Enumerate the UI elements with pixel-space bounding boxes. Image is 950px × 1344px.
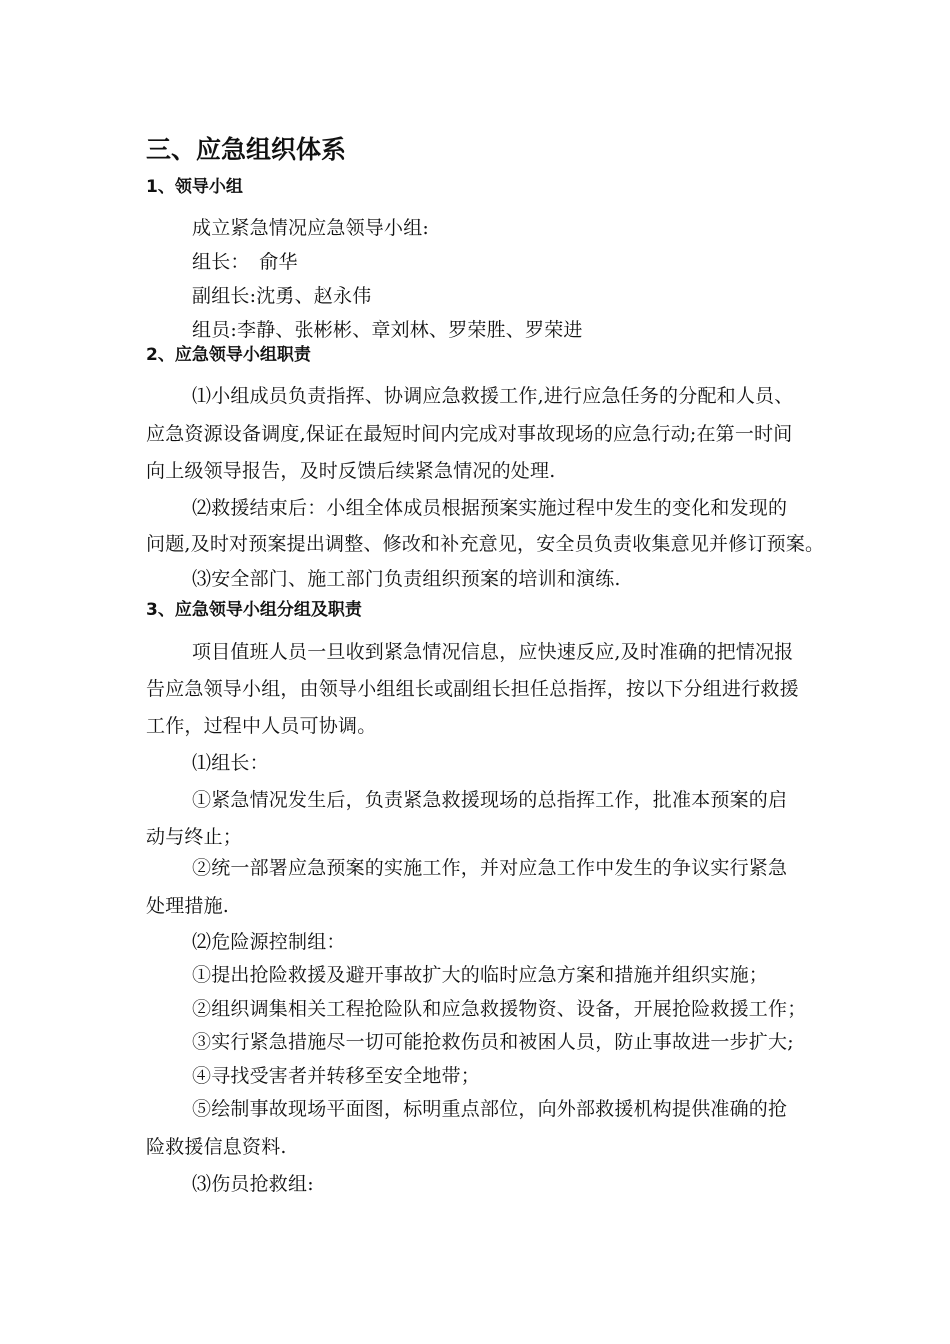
paragraph-line: ⑵危险源控制组： [192, 931, 346, 953]
paragraph-line: ②组织调集相关工程抢险队和应急救援物资、设备，开展抢险救援工作； [192, 998, 807, 1020]
paragraph-line: 项目值班人员一旦收到紧急情况信息，应快速反应,及时准确的把情况报 [192, 641, 794, 663]
paragraph-line: 工作，过程中人员可协调。 [146, 715, 377, 737]
paragraph-line: 告应急领导小组，由领导小组组长或副组长担任总指挥，按以下分组进行救援 [146, 678, 799, 700]
paragraph-line: ②统一部署应急预案的实施工作，并对应急工作中发生的争议实行紧急 [192, 857, 788, 879]
paragraph-line: 应急资源设备调度,保证在最短时间内完成对事故现场的应急行动;在第一时间 [146, 423, 793, 445]
paragraph-line: ⑵救援结束后：小组全体成员根据预案实施过程中发生的变化和发现的 [192, 497, 788, 519]
paragraph-line: 成立紧急情况应急领导小组: [192, 217, 430, 239]
heading-leadership-group: 1、领导小组 [146, 177, 243, 197]
paragraph-line: ⑶伤员抢救组: [192, 1173, 314, 1195]
heading-subgroups-duties: 3、应急领导小组分组及职责 [146, 600, 362, 620]
paragraph-line: ①紧急情况发生后，负责紧急救援现场的总指挥工作，批准本预案的启 [192, 789, 788, 811]
paragraph-line: ⑴组长： [192, 752, 269, 774]
paragraph-line: 动与终止； [146, 826, 243, 848]
paragraph-line: ⑶安全部门、施工部门负责组织预案的培训和演练. [192, 568, 621, 590]
paragraph-line: 副组长:沈勇、赵永伟 [192, 285, 372, 307]
paragraph-line: 问题,及时对预案提出调整、修改和补充意见，安全员负责收集意见并修订预案。 [146, 533, 825, 555]
paragraph-line: 险救援信息资料. [146, 1136, 287, 1158]
paragraph-line: ①提出抢险救援及避开事故扩大的临时应急方案和措施并组织实施； [192, 964, 769, 986]
paragraph-line: ⑤绘制事故现场平面图，标明重点部位，向外部救援机构提供准确的抢 [192, 1098, 788, 1120]
paragraph-line: 组长： 俞华 [192, 251, 298, 273]
paragraph-line: 向上级领导报告，及时反馈后续紧急情况的处理. [146, 460, 556, 482]
section-title: 三、应急组织体系 [146, 135, 347, 164]
paragraph-line: 处理措施. [146, 895, 230, 917]
paragraph-line: ③实行紧急措施尽一切可能抢救伤员和被困人员，防止事故进一步扩大; [192, 1031, 794, 1053]
paragraph-line: 组员:李静、张彬彬、章刘林、罗荣胜、罗荣进 [192, 319, 583, 341]
heading-group-duties: 2、应急领导小组职责 [146, 345, 311, 365]
paragraph-line: ⑴小组成员负责指挥、协调应急救援工作,进行应急任务的分配和人员、 [192, 385, 794, 407]
paragraph-line: ④寻找受害者并转移至安全地带； [192, 1065, 481, 1087]
